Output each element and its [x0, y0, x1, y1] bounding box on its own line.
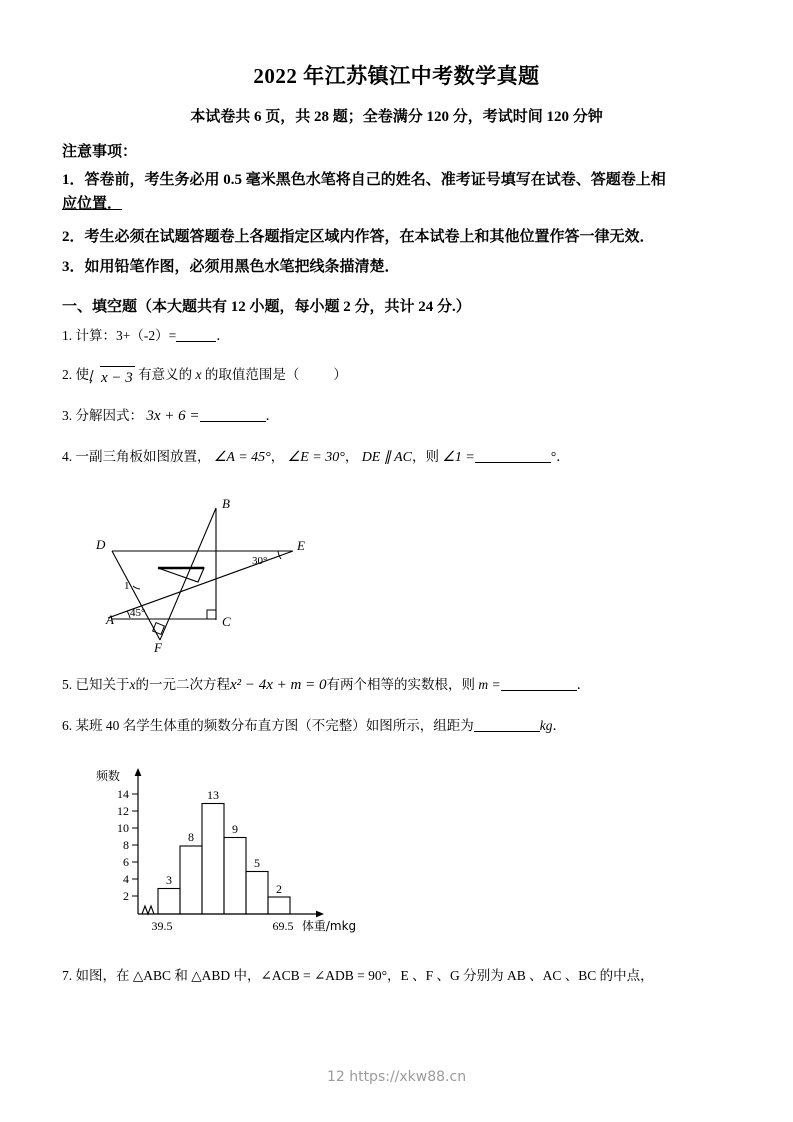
footer-watermark: 12 https://xkw88.cn: [326, 1069, 467, 1085]
chart-bar-2: [180, 846, 202, 914]
notice-item-1-line1: 1．答卷前，考生务必用 0.5 毫米黑色水笔将自己的姓名、准考证号填写在试卷、答题卷上相: [62, 172, 666, 188]
question-4: [62, 447, 742, 468]
inner-triangle-decoration: [158, 568, 204, 582]
chart-bar-label-2: 8: [188, 830, 194, 844]
chart-ytick-2: 2: [123, 889, 129, 903]
question-3-number: 3.: [62, 408, 73, 423]
chart-ytick-8: 8: [123, 838, 129, 852]
chart-y-tick-labels: [117, 787, 129, 903]
chart-bar-5: [246, 872, 268, 915]
chart-ytick-4: 4: [123, 872, 129, 886]
chart-bar-1: [158, 889, 180, 915]
question-4-angle-e: ∠E = 30°: [287, 450, 345, 465]
right-angle-marker-C: [207, 610, 216, 619]
question-7-number: 7.: [62, 968, 73, 983]
question-1-number: 1.: [62, 328, 73, 343]
question-6-lead: 某班 40 名学生体重的频数分布直方图（不完整）如图所示，组距为: [75, 718, 474, 733]
question-6-number: 6.: [62, 718, 73, 733]
vertex-label-B: B: [222, 496, 230, 511]
vertex-label-A: A: [106, 612, 114, 627]
question-7: [62, 966, 742, 986]
chart-bars: [158, 804, 290, 915]
chart-y-axis-arrow: [135, 768, 142, 776]
chart-bar-label-4: 9: [232, 822, 238, 836]
question-1-text: 计算：3+（-2）=: [75, 328, 177, 343]
question-3-answer-blank[interactable]: [200, 421, 266, 422]
question-5-period: ．: [576, 677, 591, 692]
question-1: [62, 326, 742, 346]
chart-xtick-start: 39.5: [151, 919, 173, 933]
question-5-variable: x: [129, 677, 136, 692]
chart-bar-label-5: 5: [254, 856, 260, 870]
chart-bar-label-6: 2: [276, 882, 282, 896]
question-2: [62, 365, 742, 390]
question-2-number: 2.: [62, 367, 73, 382]
chart-x-axis-arrow: [316, 911, 324, 918]
question-3-period: ．: [265, 408, 280, 423]
chart-ytick-14: 14: [117, 787, 129, 801]
chart-ytick-6: 6: [123, 855, 129, 869]
question-2-variable: x: [195, 367, 202, 382]
notice-item-3: 3．如用铅笔作图，必须用黑色水笔把线条描清楚．: [62, 259, 400, 275]
question-5-answer-blank[interactable]: [501, 690, 577, 691]
question-4-sep3: ，则: [412, 449, 439, 464]
question-5-mid: 的一元二次方程: [135, 677, 230, 692]
question-5: [62, 674, 742, 697]
question-6-unit: kg: [539, 718, 553, 733]
line-DF: [112, 551, 160, 640]
question-4-answer-blank[interactable]: [475, 462, 551, 463]
radicand: x − 3: [100, 366, 135, 390]
question-4-angle-1: ∠1 =: [442, 450, 475, 465]
vertex-label-F: F: [154, 640, 162, 652]
chart-xtick-end: 69.5: [272, 919, 294, 933]
question-1-answer-blank[interactable]: [176, 341, 216, 342]
notice-item-1: [62, 168, 734, 217]
question-1-period: ．: [216, 328, 230, 343]
question-6-answer-blank[interactable]: [474, 731, 540, 732]
vertex-label-D: D: [96, 537, 106, 552]
chart-bar-6: [268, 897, 290, 914]
question-7-text: 如图，在 △ABC 和 △ABD 中，∠ACB = ∠ADB = 90°，E 、F 、G 分别为 AB 、AC 、BC 的中点，: [75, 968, 654, 983]
notice-item-2: 2．考生必须在试题答题卷上各题指定区域内作答，在本试卷上和其他位置作答一律无效．: [62, 229, 655, 245]
question-6-period: ．: [552, 718, 566, 733]
chart-x-axis-label: 体重/mkg: [301, 919, 357, 933]
notice-heading: 注意事项：: [62, 144, 138, 160]
question-2-close-paren: ）: [333, 367, 347, 382]
square-root-expression: [89, 366, 135, 390]
chart-axis-break-marker: [142, 906, 154, 914]
chart-bar-4: [224, 838, 246, 915]
question-5-lead: 已知关于: [75, 677, 130, 692]
vertex-label-C: C: [222, 614, 231, 629]
question-5-equation: x² − 4x + m = 0: [230, 677, 327, 693]
frequency-histogram-chart: [86, 762, 366, 942]
question-4-sep1: ，: [270, 449, 285, 464]
geometry-figure-triangle-set: [86, 492, 316, 652]
question-2-mid: 有意义的: [138, 367, 193, 382]
chart-bar-label-3: 13: [207, 788, 219, 802]
chart-y-ticks: [132, 794, 138, 896]
vertex-label-E: E: [297, 538, 305, 553]
question-6: [62, 716, 742, 736]
chart-ytick-12: 12: [117, 804, 129, 818]
angle-label-1: 1: [124, 580, 130, 592]
question-4-unit: °: [550, 449, 557, 464]
question-4-angle-a: ∠A = 45°: [213, 450, 271, 465]
chart-y-axis-label: 频数: [96, 769, 121, 783]
question-4-parallel-condition: DE ∥ AC: [361, 450, 412, 465]
question-2-lead: 使: [75, 367, 89, 382]
question-2-tail: 的取值范围是（: [204, 367, 300, 382]
chart-x-tick-labels: [152, 919, 294, 933]
page-subtitle: 本试卷共 6 页，共 28 题；全卷满分 120 分，考试时间 120 分钟: [190, 109, 603, 125]
question-4-period: ．: [556, 449, 570, 464]
notice-item-1-line2: 应位置．: [62, 196, 123, 213]
question-4-lead: 一副三角板如图放置，: [75, 449, 211, 464]
question-4-sep2: ，: [344, 449, 359, 464]
question-5-m-symbol: m =: [478, 677, 501, 692]
angle-arc-1: [133, 586, 140, 589]
angle-label-30: 30°: [252, 555, 268, 567]
question-3: [62, 405, 742, 428]
angle-label-45: 45°: [130, 607, 146, 619]
section-heading-fill-in-blank: 一、填空题（本大题共有 12 小题，每小题 2 分，共计 24 分.）: [62, 299, 471, 315]
page-title: 2022 年江苏镇江中考数学真题: [253, 64, 540, 88]
line-FB: [160, 508, 216, 640]
question-3-lead: 分解因式：: [75, 408, 143, 423]
question-5-mid2: 有两个相等的实数根，则: [326, 677, 476, 692]
chart-bar-label-1: 3: [166, 873, 172, 887]
question-3-expression: 3x + 6 =: [146, 408, 200, 424]
chart-bar-3: [202, 804, 224, 915]
question-5-number: 5.: [62, 677, 73, 692]
chart-ytick-10: 10: [117, 821, 129, 835]
question-4-number: 4.: [62, 449, 73, 464]
